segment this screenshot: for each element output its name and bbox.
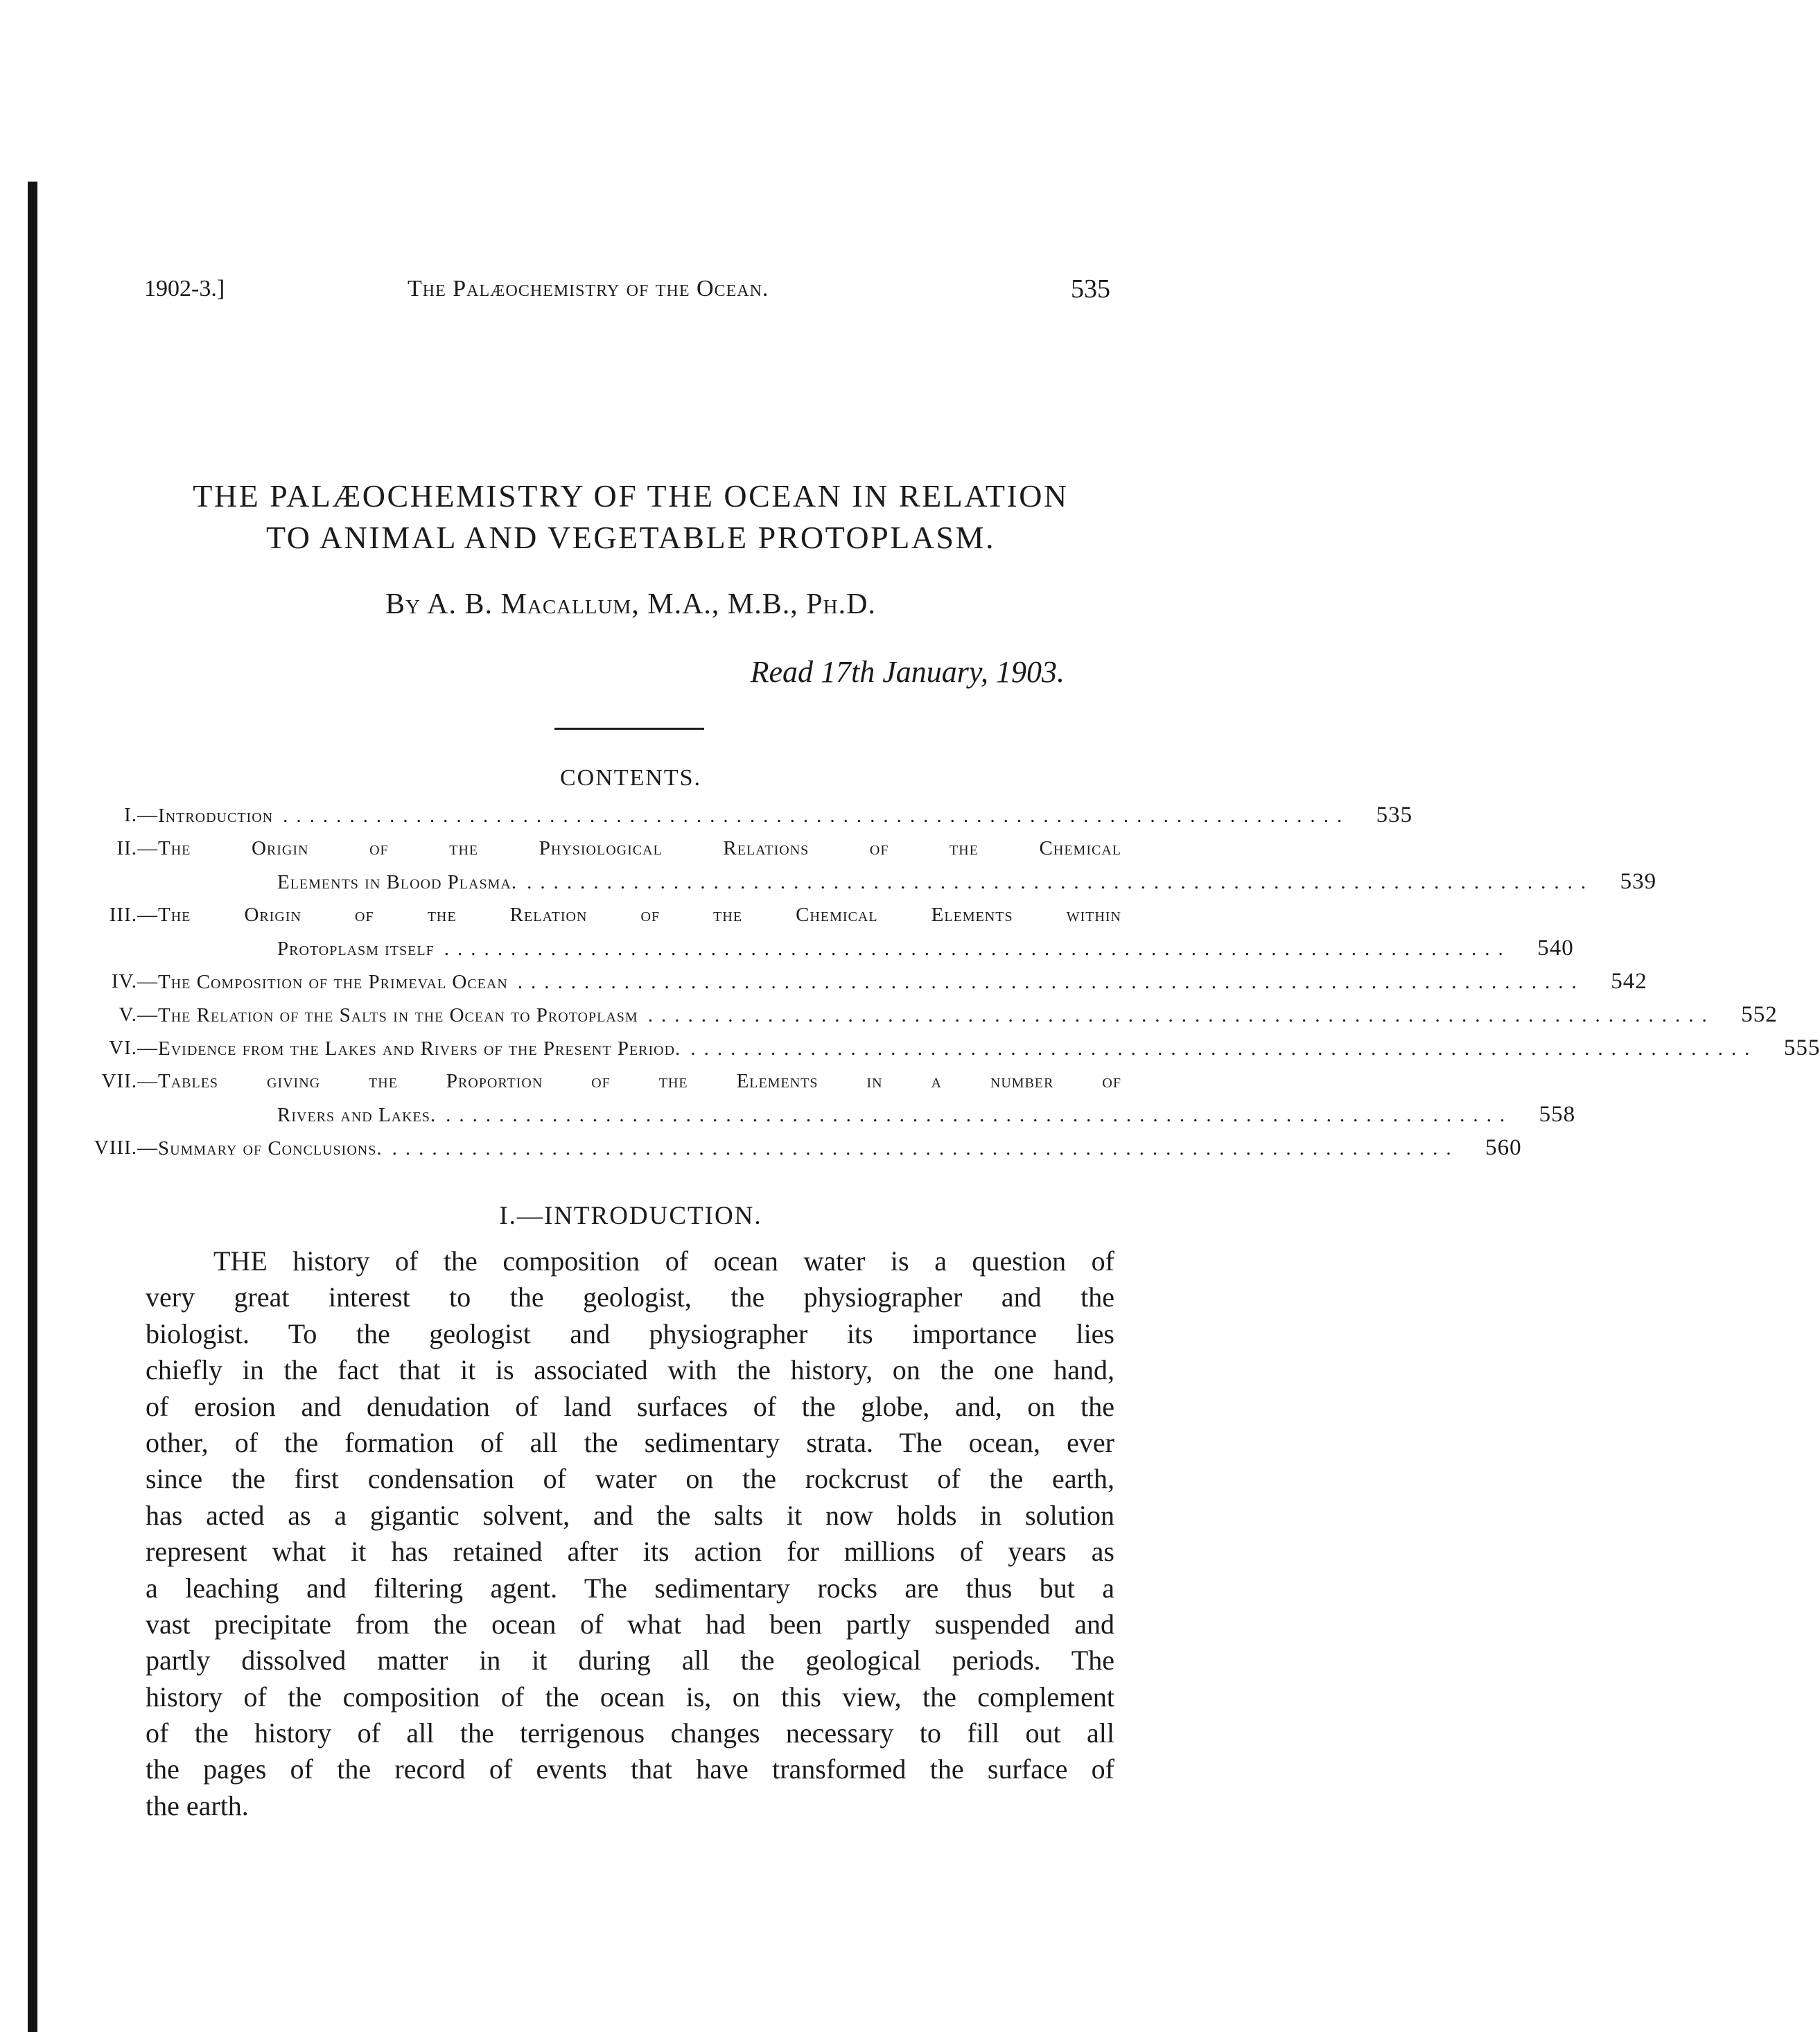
body-text-line: partly dissolved matter in it during all the geological periods. The [146, 1645, 1114, 1676]
body-text-line: very great interest to the geologist, the physiographer and the [146, 1281, 1114, 1313]
toc-entry [94, 1131, 1522, 1164]
body-text-line: has acted as a gigantic solvent, and the salts it now holds in solution [146, 1499, 1114, 1531]
toc-entry [111, 965, 1647, 998]
article-title-line-1: THE PALÆOCHEMISTRY OF THE OCEAN IN RELATION [193, 478, 1069, 514]
toc-entry-number: VI.— [109, 1037, 158, 1059]
body-text-line: represent what it has retained after its action for millions of years as [146, 1536, 1114, 1568]
toc-entry-title: Summary of Conclusions. [158, 1137, 383, 1159]
body-text-line: the earth. [146, 1789, 249, 1821]
running-head [144, 270, 1110, 308]
body-text-line: a leaching and filtering agent. The sedimentary rocks are thus but a [146, 1572, 1114, 1604]
toc-entry-page: 555 [1783, 1035, 1820, 1060]
toc-entry [101, 1065, 1576, 1131]
body-text-line: since the first condensation of water on the rockcrust of the earth, [146, 1463, 1114, 1495]
toc-leader-dots: ................................................................................ [444, 938, 1512, 960]
toc-entry [116, 832, 1657, 898]
toc-entry-page: 540 [1537, 936, 1574, 961]
toc-entry-title: The Relation of the Salts in the Ocean to Protoplasm [158, 1004, 638, 1026]
page-binding-edge [28, 182, 37, 2032]
toc-entry-title: Introduction [158, 805, 274, 827]
article-title-line-2: TO ANIMAL AND VEGETABLE PROTOPLASM. [265, 520, 996, 555]
body-text-line: of the history of all the terrigenous changes necessary to fill out all [146, 1717, 1114, 1749]
body-text-line: the pages of the record of events that have transformed the surface of [146, 1753, 1114, 1785]
body-text-line: other, of the formation of all the sedimentary strata. The ocean, ever [146, 1426, 1114, 1458]
toc-entry [109, 898, 1574, 965]
toc-entry-number: IV.— [111, 970, 158, 992]
body-text-line: of erosion and denudation of land surfaces of the globe, and, on the [146, 1390, 1114, 1422]
toc-entry [119, 998, 1778, 1031]
toc-entry-page: 539 [1620, 869, 1657, 894]
read-date: Read 17th January, 1903. [750, 655, 1065, 689]
toc-leader-dots: ................................................................................ [517, 971, 1585, 993]
toc-entry-title: Evidence from the Lakes and Rivers of the Present Period. [158, 1037, 681, 1060]
article-title [139, 475, 1123, 559]
toc-entry-page: 542 [1611, 969, 1647, 994]
table-of-contents [94, 798, 1820, 1164]
running-head-title: The Palæochemistry of the Ocean. [408, 276, 769, 301]
toc-entry-page: 560 [1485, 1135, 1522, 1160]
toc-entry-number: I.— [124, 804, 158, 826]
section-heading: I.—INTRODUCTION. [499, 1202, 762, 1230]
toc-leader-dots: ................................................................................ [690, 1037, 1758, 1060]
toc-entry-title: Protoplasm itself [277, 938, 435, 960]
toc-entry-title: Rivers and Lakes. [277, 1104, 437, 1126]
contents-heading: CONTENTS. [559, 765, 702, 791]
toc-entry-number: VIII.— [94, 1137, 158, 1159]
running-head-year: 1902-3.] [144, 276, 225, 301]
toc-leader-dots: ................................................................................ [283, 805, 1351, 827]
author-byline: By A. B. Macallum, M.A., M.B., Ph.D. [385, 588, 876, 620]
toc-entry-page: 558 [1539, 1102, 1576, 1127]
body-text-line: history of the composition of the ocean is, on this view, the complement [146, 1681, 1114, 1713]
body-text-line: THE history of the composition of ocean water is a question of [213, 1245, 1114, 1277]
toc-entry-title: The Origin of the Physiological Relations of the Chemical [158, 837, 1121, 859]
toc-entry-number: V.— [119, 1004, 158, 1026]
body-text-line: biologist. To the geologist and physiographer its importance lies [146, 1317, 1114, 1349]
toc-entry [124, 798, 1413, 832]
toc-leader-dots: ................................................................................ [647, 1004, 1715, 1026]
toc-entry-page: 552 [1741, 1002, 1778, 1027]
body-paragraph [146, 1243, 1114, 1824]
title-divider [554, 728, 704, 730]
toc-leader-dots: ................................................................................ [392, 1137, 1460, 1159]
toc-leader-dots: ................................................................................ [527, 871, 1595, 893]
toc-entry-title: The Composition of the Primeval Ocean [158, 971, 508, 993]
body-text-line: vast precipitate from the ocean of what had been partly suspended and [146, 1608, 1114, 1640]
toc-entry-page: 535 [1376, 803, 1413, 827]
toc-entry-title: The Origin of the Relation of the Chemical Elements within [158, 904, 1121, 926]
toc-entry [109, 1031, 1820, 1065]
toc-entry-number: III.— [109, 904, 158, 926]
toc-entry-number: VII.— [101, 1070, 158, 1092]
page-number: 535 [1071, 274, 1110, 304]
toc-entry-number: II.— [116, 837, 158, 859]
toc-leader-dots: ................................................................................ [446, 1104, 1514, 1126]
toc-entry-title: Tables giving the Proportion of the Elements in a number of [158, 1070, 1121, 1092]
body-text-line: chiefly in the fact that it is associated with the history, on the one hand, [146, 1354, 1114, 1386]
toc-entry-title: Elements in Blood Plasma. [277, 871, 518, 893]
